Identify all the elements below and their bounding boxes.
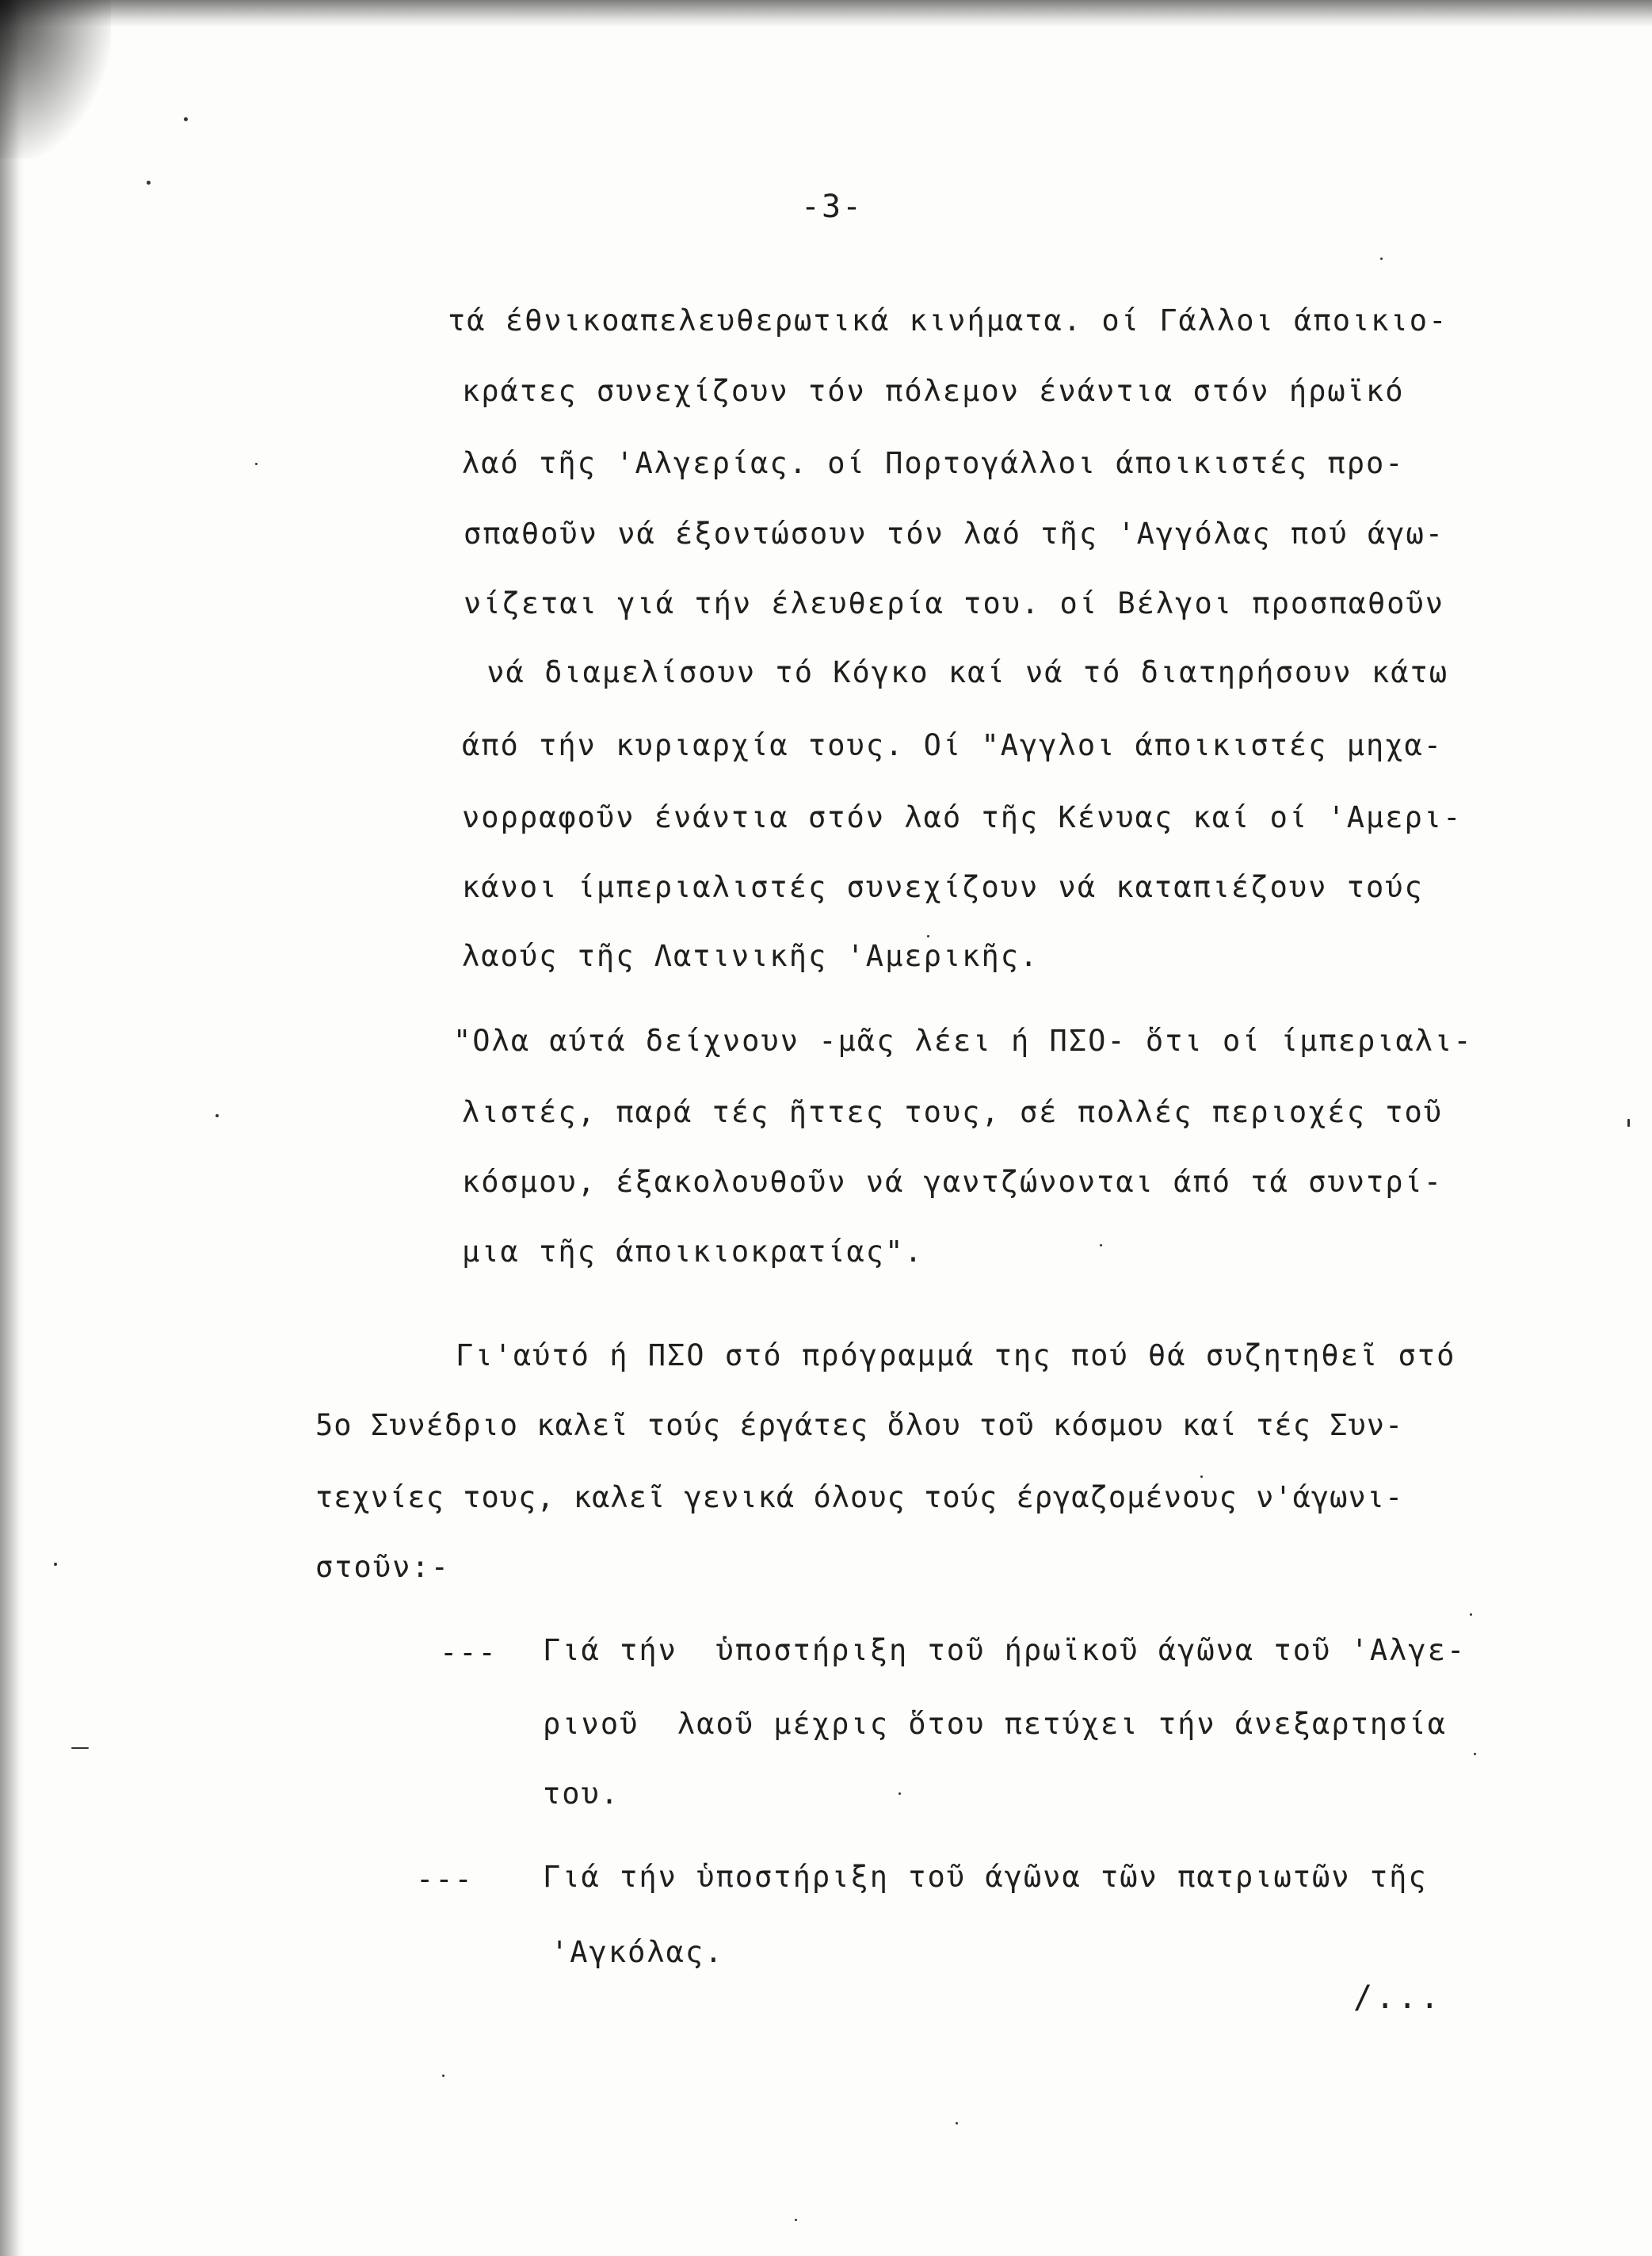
scan-speck [184, 117, 188, 121]
scan-speck [442, 2075, 444, 2077]
list-item-1-marker: --- [440, 1636, 498, 1670]
paragraph-1-line: κάνοι ίμπεριαλιστές συνεχίζουν νά καταπιέζουν τούς [462, 870, 1424, 904]
scan-speck [1100, 1244, 1102, 1246]
scan-speck [898, 1792, 901, 1795]
scan-speck [1474, 1753, 1476, 1755]
scan-shadow-top [0, 0, 1652, 27]
scan-speck [71, 1747, 89, 1749]
scan-speck [956, 2122, 958, 2124]
paragraph-3-line: 5ο Συνέδριο καλεῖ τούς έργάτες ὅλου τοῦ κόσμου καί τές Συν- [315, 1408, 1404, 1442]
scan-speck [216, 1114, 219, 1117]
scan-speck [54, 1563, 57, 1566]
scan-speck [1470, 1613, 1472, 1616]
paragraph-2-line: κόσμου, έξακολουθοῦν νά γαντζώνονται άπό τά συντρί- [462, 1165, 1444, 1199]
list-item-1-line: του. [543, 1777, 620, 1811]
list-item-2-line: 'Αγκόλας. [551, 1935, 724, 1969]
paragraph-2-line: λιστές, παρά τές ῆττες τους, σέ πολλές περιοχές τοῦ [462, 1095, 1444, 1129]
list-item-2-marker: --- [416, 1862, 474, 1896]
scan-speck [1627, 1119, 1630, 1127]
paragraph-1-line: λαούς τῆς Λατινικῆς 'Αμερικῆς. [462, 939, 1040, 973]
paragraph-1-line: νίζεται γιά τήν έλευθερία του. οί Βέλγοι προσπαθοῦν [464, 586, 1445, 620]
scan-speck [147, 181, 151, 185]
paragraph-2-line: μια τῆς άποικιοκρατίας". [462, 1235, 924, 1269]
paragraph-1-line: κράτες συνεχίζουν τόν πόλεμον ένάντια στόν ήρωϊκό [462, 374, 1405, 408]
paragraph-1-line: τά έθνικοαπελευθερωτικά κινήματα. οί Γάλλοι άποικιο- [448, 303, 1448, 338]
paragraph-3-line: τεχνίες τους, καλεῖ γενικά όλους τούς έργαζομένους ν'άγωνι- [315, 1480, 1404, 1514]
scan-speck [927, 935, 929, 937]
list-item-1-line: ρινοῦ λαοῦ μέχρις ὅτου πετύχει τήν άνεξαρτησία [543, 1707, 1447, 1741]
scan-speck [795, 2219, 797, 2221]
paragraph-1-line: άπό τήν κυριαρχία τους. Οί "Αγγλοι άποικιστές μηχα- [462, 728, 1444, 762]
paragraph-1-line: σπαθοῦν νά έξοντώσουν τόν λαό τῆς 'Αγγόλας πού άγω- [464, 517, 1445, 551]
scan-corner-stain [0, 0, 111, 158]
scan-shadow-left [0, 0, 24, 2256]
scan-speck [1200, 1475, 1203, 1478]
paragraph-3-line: στοῦν:- [315, 1550, 450, 1584]
list-item-2-line: Γιά τήν ὑποστήριξη τοῦ άγῶνα τῶν πατριωτῶν τῆς [543, 1860, 1428, 1894]
paragraph-1-line: νορραφοῦν ένάντια στόν λαό τῆς Κένυας καί οί 'Αμερι- [462, 800, 1463, 834]
paragraph-1-line: λαό τῆς 'Αλγερίας. οί Πορτογάλλοι άποικιστές προ- [462, 446, 1405, 480]
scan-speck [255, 463, 258, 465]
scan-speck [1380, 258, 1383, 260]
list-item-1-line: Γιά τήν ὑποστήριξη τοῦ ήρωϊκοῦ άγῶνα τοῦ 'Αλγε- [543, 1633, 1467, 1667]
paragraph-3-line: Γι'αύτό ή ΠΣΟ στό πρόγραμμά της πού θά συζητηθεῖ στό [456, 1338, 1456, 1372]
continuation-mark: /... [1353, 1979, 1443, 2016]
paragraph-2-line: "Ολα αύτά δείχνουν -μᾶς λέει ή ΠΣΟ- ὅτι οί ίμπεριαλι- [453, 1024, 1473, 1058]
page-number: -3- [800, 189, 864, 225]
paragraph-1-line: νά διαμελίσουν τό Κόγκο καί νά τό διατηρήσουν κάτω [467, 655, 1449, 689]
